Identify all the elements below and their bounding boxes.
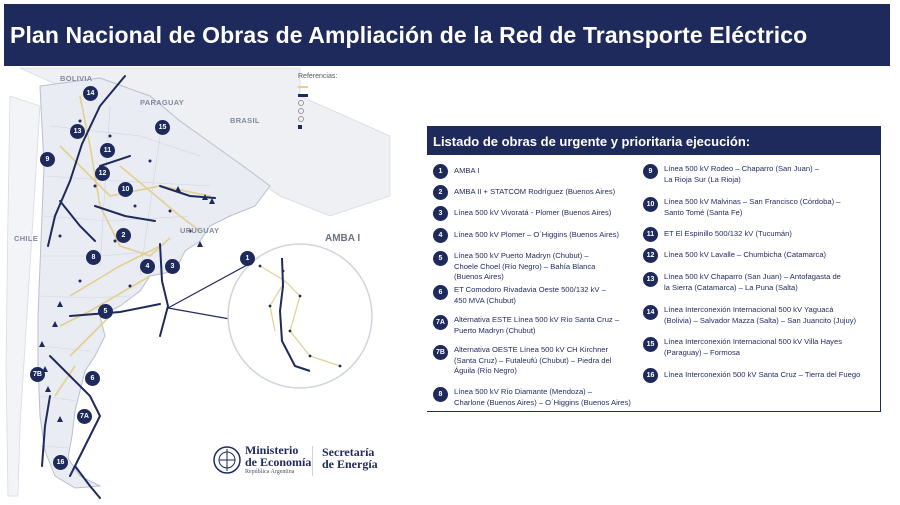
item-number: 12 xyxy=(643,248,658,263)
map-marker-16[interactable]: 16 xyxy=(53,455,68,470)
list-item-11 xyxy=(643,227,792,242)
map-marker-10[interactable]: 10 xyxy=(118,182,133,197)
legend-row xyxy=(298,115,378,123)
ministerio-subtitle: República Argentina xyxy=(245,469,295,475)
list-item-3 xyxy=(433,206,611,221)
item-text: Línea 500 kV Río Diamante (Mendoza) – Charlone (Buenos Aires) – O´Higgins (Buenos Aires) xyxy=(454,387,631,407)
map-marker-1[interactable]: 1 xyxy=(240,251,255,266)
item-number: 2 xyxy=(433,185,448,200)
list-item-4 xyxy=(433,228,619,243)
item-number: 3 xyxy=(433,206,448,221)
map-marker-5[interactable]: 5 xyxy=(98,304,113,319)
list-item-6 xyxy=(433,285,606,306)
panel-header xyxy=(427,127,880,155)
item-number: 10 xyxy=(643,197,658,212)
item-number: 13 xyxy=(643,272,658,287)
title-bar xyxy=(4,4,890,66)
legend-row xyxy=(298,83,378,91)
map-marker-13[interactable]: 13 xyxy=(70,124,85,139)
item-text: ET El Espinillo 500/132 kV (Tucumán) xyxy=(664,229,792,238)
item-text: Alternativa ESTE Línea 500 kV Río Santa Cruz – Puerto Madryn (Chubut) xyxy=(454,315,620,335)
list-item-10 xyxy=(643,197,840,218)
item-text: Alternativa OESTE Línea 500 kV CH Kirchner (Santa Cruz) – Futaleufú (Chubut) – Piedra del Águila (Río Negro) xyxy=(454,345,612,375)
map-marker-8[interactable]: 8 xyxy=(86,250,101,265)
item-text: Línea 500 kV Malvinas – San Francisco (Córdoba) – Santo Tomé (Santa Fe) xyxy=(664,197,841,217)
item-number: 1 xyxy=(433,164,448,179)
item-number: 16 xyxy=(643,368,658,383)
country-uruguay: URUGUAY xyxy=(180,226,220,235)
map-marker-15[interactable]: 15 xyxy=(155,120,170,135)
list-item-9 xyxy=(643,164,819,185)
secretaria-line1: Secretaría xyxy=(322,445,375,459)
secretaria-logo xyxy=(322,446,378,470)
item-number: 15 xyxy=(643,337,658,352)
map-marker-7b[interactable]: 7B xyxy=(30,367,45,382)
map-marker-14[interactable]: 14 xyxy=(83,86,98,101)
item-text: Línea 500 kV Lavalle – Chumbicha (Catamarca) xyxy=(664,250,827,259)
list-item-1 xyxy=(433,164,479,179)
list-item-16 xyxy=(643,368,860,383)
ministerio-logo xyxy=(245,444,311,476)
item-text: Línea 500 kV Chaparro (San Juan) – Antofagasta de la Sierra (Catamarca) – La Puna (Salta) xyxy=(664,272,841,292)
map-marker-7a[interactable]: 7A xyxy=(77,409,92,424)
list-item-12 xyxy=(643,248,826,263)
map-marker-9[interactable]: 9 xyxy=(40,152,55,167)
country-chile: CHILE xyxy=(14,234,38,243)
map-marker-12[interactable]: 12 xyxy=(95,166,110,181)
legend-row xyxy=(298,123,378,131)
page-title: Plan Nacional de Obras de Ampliación de la Red de Transporte Eléctrico xyxy=(10,22,808,48)
legend-row xyxy=(298,91,378,99)
item-text: AMBA II + STATCOM Rodríguez (Buenos Aires) xyxy=(454,187,616,196)
item-number: 7A xyxy=(433,315,448,330)
item-number: 11 xyxy=(643,227,658,242)
amba-inset-label: AMBA I xyxy=(325,233,361,244)
item-text: Línea Interconexión Internacional 500 kV Villa Hayes (Paraguay) – Formosa xyxy=(664,337,843,357)
item-number: 14 xyxy=(643,305,658,320)
list-item-15 xyxy=(643,337,842,358)
item-number: 7B xyxy=(433,345,448,360)
map-legend xyxy=(298,73,378,135)
item-text: Línea 500 kV Plomer – O´Higgins (Buenos Aires) xyxy=(454,230,620,239)
item-number: 6 xyxy=(433,285,448,300)
item-text: Línea Interconexión 500 kV Santa Cruz – Tierra del Fuego xyxy=(664,370,861,379)
country-paraguay: PARAGUAY xyxy=(140,98,185,107)
item-number: 9 xyxy=(643,164,658,179)
panel-title: Listado de obras de urgente y prioritaria ejecución: xyxy=(433,134,751,149)
legend-title: Referencias: xyxy=(298,73,338,80)
legend-row xyxy=(298,99,378,107)
item-number: 4 xyxy=(433,228,448,243)
item-text: Línea Interconexión Internacional 500 kV Yaguacá (Bolivia) – Salvador Mazza (Salta) – San Juancito (Jujuy) xyxy=(664,305,857,325)
item-text: Línea 500 kV Puerto Madryn (Chubut) – Choele Choel (Río Negro) – Bahía Blanca (Buenos Aires) xyxy=(454,251,596,281)
list-item-2 xyxy=(433,185,615,200)
map-marker-4[interactable]: 4 xyxy=(140,259,155,274)
map-marker-11[interactable]: 11 xyxy=(100,143,115,158)
item-text: ET Comodoro Rivadavia Oeste 500/132 kV – 450 MVA (Chubut) xyxy=(454,285,606,305)
list-item-13 xyxy=(643,272,841,293)
map-marker-6[interactable]: 6 xyxy=(85,371,100,386)
item-number: 8 xyxy=(433,387,448,402)
country-brasil: BRASIL xyxy=(230,116,260,125)
ministerio-line1: Ministerio xyxy=(245,443,299,457)
list-item-7a xyxy=(433,315,619,336)
list-item-14 xyxy=(643,305,856,326)
map-marker-2[interactable]: 2 xyxy=(116,228,131,243)
ministerio-line2: de Economía xyxy=(245,455,312,469)
logo-divider xyxy=(312,446,313,476)
item-number: 5 xyxy=(433,251,448,266)
map-marker-3[interactable]: 3 xyxy=(165,259,180,274)
item-text: AMBA I xyxy=(454,166,480,175)
list-item-5 xyxy=(433,251,595,283)
list-item-8 xyxy=(433,387,631,408)
country-bolivia: BOLIVIA xyxy=(60,74,93,83)
list-item-7b xyxy=(433,345,611,377)
secretaria-line2: de Energía xyxy=(322,457,378,471)
item-text: Línea 500 kV Rodeo – Chaparro (San Juan) – La Rioja Sur (La Rioja) xyxy=(664,164,819,184)
item-text: Línea 500 kV Vivoratá - Plomer (Buenos Aires) xyxy=(454,208,612,217)
argentina-seal-icon xyxy=(212,440,242,480)
legend-row xyxy=(298,107,378,115)
